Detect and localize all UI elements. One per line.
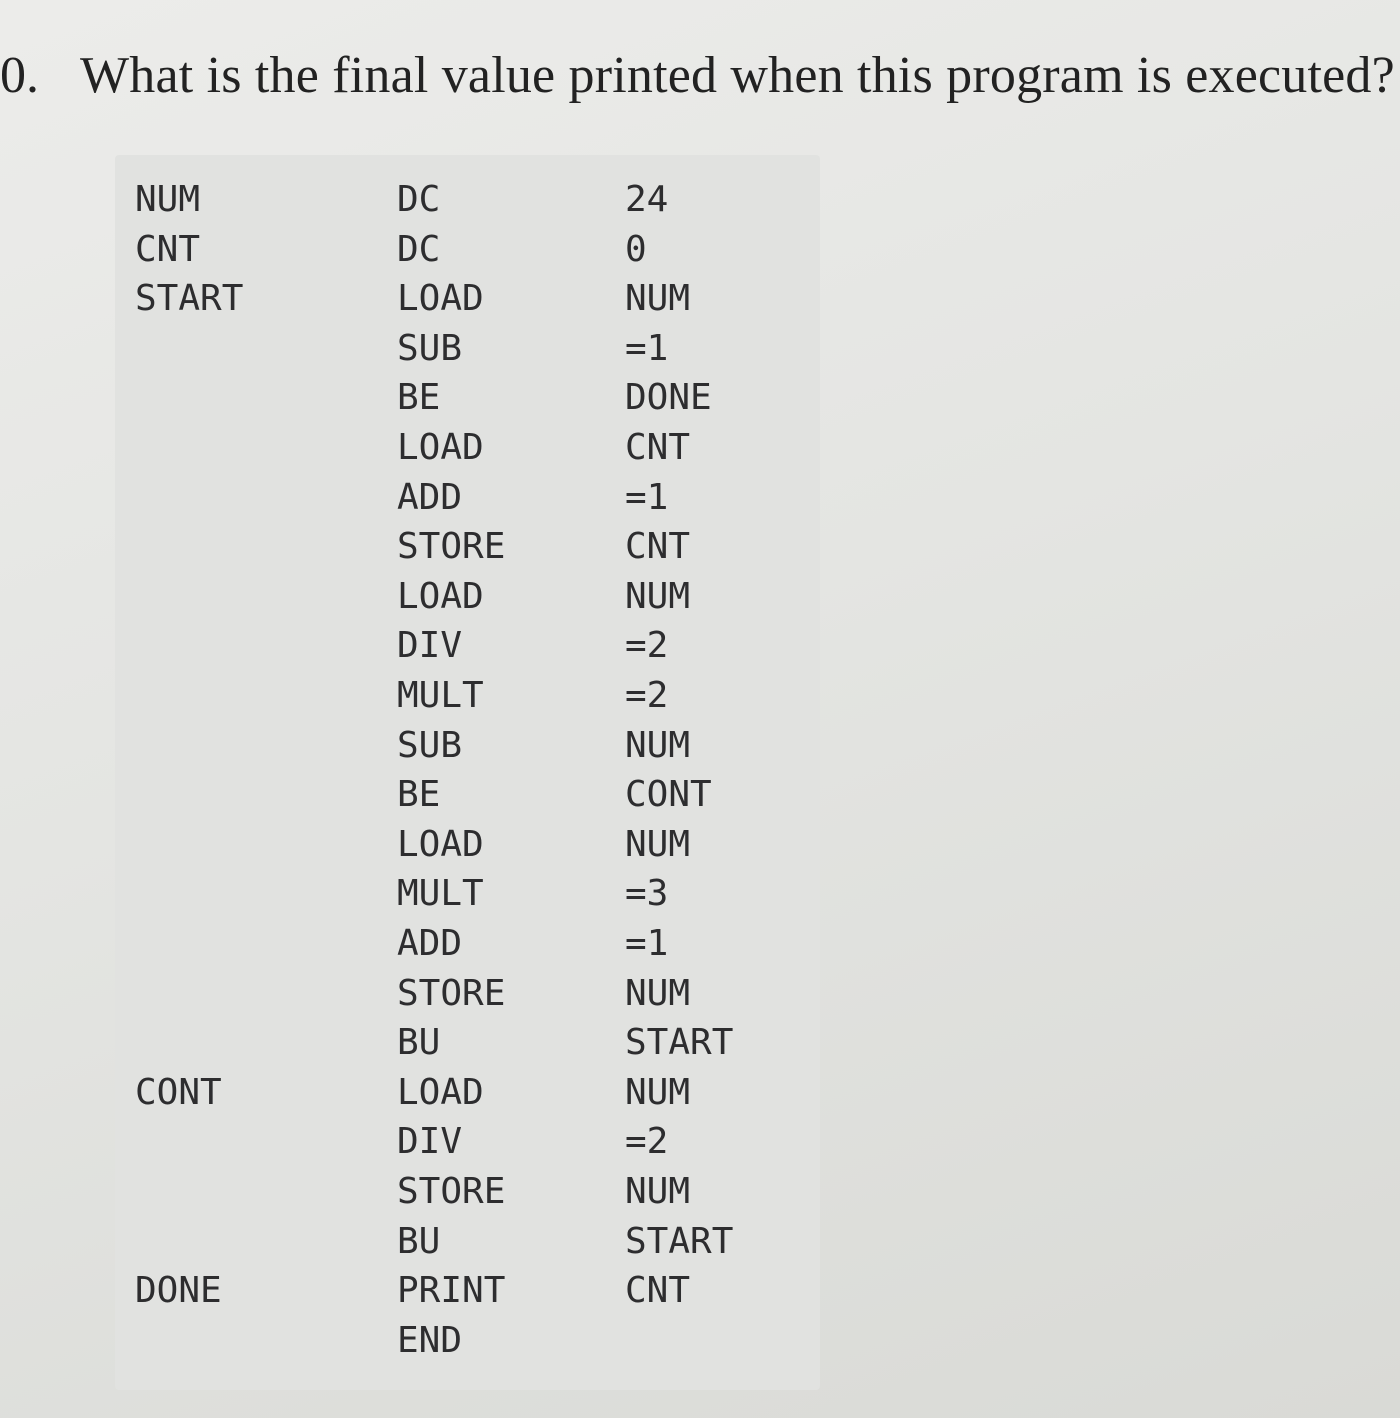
- program-line: [115, 1117, 820, 1167]
- program-line: [115, 770, 820, 820]
- line-operand: =2: [625, 1121, 669, 1163]
- line-opcode: MULT: [397, 675, 484, 716]
- program-line: [115, 820, 820, 870]
- program-line: [115, 1266, 820, 1316]
- line-operand: DONE: [625, 377, 712, 419]
- line-opcode: DC: [397, 179, 441, 220]
- program-line: [115, 373, 820, 423]
- program-line: [115, 473, 820, 523]
- program-line: [115, 225, 820, 275]
- line-operand: CONT: [625, 774, 712, 816]
- program-line: [115, 324, 820, 374]
- line-opcode: BE: [397, 377, 441, 419]
- program-line: [115, 1217, 820, 1267]
- line-opcode: PRINT: [397, 1270, 506, 1312]
- line-opcode: ADD: [397, 476, 463, 518]
- line-opcode: STORE: [397, 526, 506, 568]
- line-operand: START: [625, 1220, 734, 1262]
- line-opcode: DIV: [397, 625, 463, 667]
- line-operand: =3: [625, 873, 669, 915]
- line-operand: NUM: [625, 575, 691, 617]
- line-opcode: SUB: [397, 327, 463, 369]
- line-label: CONT: [135, 1071, 222, 1113]
- line-operand: NUM: [625, 724, 691, 766]
- program-line: [115, 919, 820, 969]
- program-line: [115, 423, 820, 473]
- line-opcode: LOAD: [397, 575, 484, 617]
- line-opcode: LOAD: [397, 823, 484, 865]
- question-text: What is the final value printed when this program is executed?: [80, 47, 1395, 104]
- line-operand: NUM: [625, 972, 691, 1014]
- line-operand: CNT: [625, 1270, 691, 1312]
- line-opcode: END: [397, 1319, 463, 1361]
- question-number: 0.: [0, 47, 39, 104]
- program-line: [115, 1167, 820, 1217]
- line-opcode: LOAD: [397, 1071, 484, 1113]
- line-operand: CNT: [625, 526, 691, 568]
- line-opcode: BU: [397, 1022, 441, 1064]
- line-operand: =1: [625, 327, 669, 369]
- line-operand: =1: [625, 476, 669, 518]
- program-line: [115, 1018, 820, 1068]
- line-operand: NUM: [625, 1171, 691, 1212]
- program-listing: [115, 155, 820, 1390]
- line-opcode: MULT: [397, 873, 484, 915]
- program-line: [115, 274, 820, 324]
- line-operand: NUM: [625, 278, 691, 320]
- line-opcode: STORE: [397, 1171, 506, 1212]
- line-label: NUM: [135, 179, 201, 220]
- line-operand: =1: [625, 923, 669, 964]
- program-line: [115, 522, 820, 572]
- program-line: [115, 969, 820, 1019]
- line-operand: CNT: [625, 427, 691, 468]
- program-line: [115, 671, 820, 721]
- line-label: CNT: [135, 228, 201, 270]
- program-line: [115, 869, 820, 919]
- line-operand: =2: [625, 675, 669, 716]
- line-operand: START: [625, 1022, 734, 1064]
- program-line: [115, 1068, 820, 1118]
- line-label: START: [135, 278, 244, 320]
- line-opcode: LOAD: [397, 278, 484, 320]
- program-line: [115, 572, 820, 622]
- program-line: [115, 621, 820, 671]
- line-opcode: LOAD: [397, 427, 484, 468]
- line-opcode: STORE: [397, 972, 506, 1014]
- program-line: [115, 1316, 820, 1366]
- line-opcode: BE: [397, 774, 441, 816]
- line-opcode: DIV: [397, 1121, 463, 1163]
- question-heading: [0, 40, 1400, 120]
- program-line: [115, 721, 820, 771]
- line-operand: =2: [625, 625, 669, 667]
- line-operand: 24: [625, 179, 669, 220]
- line-operand: NUM: [625, 1071, 691, 1113]
- line-opcode: SUB: [397, 724, 463, 766]
- line-opcode: DC: [397, 228, 441, 270]
- line-label: DONE: [135, 1270, 222, 1312]
- line-operand: 0: [625, 228, 647, 270]
- line-opcode: BU: [397, 1220, 441, 1262]
- line-operand: NUM: [625, 823, 691, 865]
- program-line: [115, 175, 820, 225]
- line-opcode: ADD: [397, 923, 463, 964]
